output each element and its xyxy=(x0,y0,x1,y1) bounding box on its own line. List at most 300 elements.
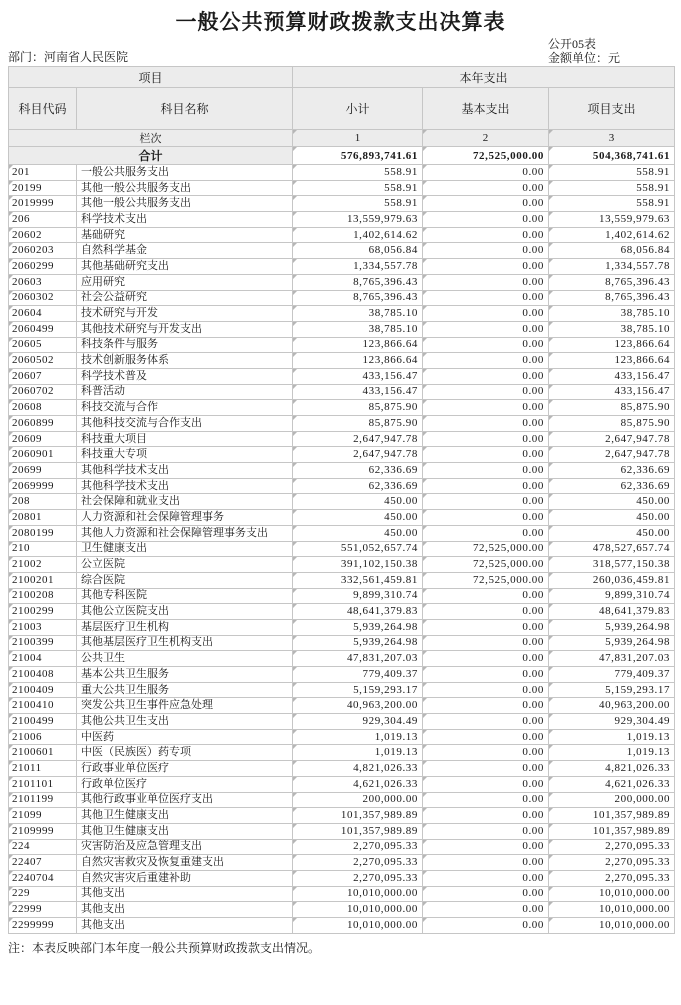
table-row xyxy=(9,918,675,934)
subtotal-cell: 101,357,989.89 xyxy=(293,808,423,824)
subtotal-cell: 2,647,947.78 xyxy=(293,431,423,447)
header-subject-name: 科目名称 xyxy=(77,88,293,130)
table-row xyxy=(9,510,675,526)
subtotal-cell: 10,010,000.00 xyxy=(293,902,423,918)
department-label: 部门：河南省人民医院 xyxy=(8,50,129,64)
table-row xyxy=(9,557,675,573)
basic-expenditure-cell: 0.00 xyxy=(423,698,549,714)
code-cell: 206 xyxy=(9,212,77,228)
code-cell: 2100601 xyxy=(9,745,77,761)
project-expenditure-cell: 62,336.69 xyxy=(549,478,675,494)
basic-expenditure-cell: 72,525,000.00 xyxy=(423,572,549,588)
basic-expenditure-cell: 0.00 xyxy=(423,619,549,635)
name-cell: 科技重大专项 xyxy=(77,447,293,463)
name-cell: 科学技术普及 xyxy=(77,368,293,384)
basic-expenditure-cell: 0.00 xyxy=(423,400,549,416)
project-expenditure-cell: 101,357,989.89 xyxy=(549,823,675,839)
basic-expenditure-cell: 0.00 xyxy=(423,604,549,620)
table-row xyxy=(9,698,675,714)
code-cell: 2060302 xyxy=(9,290,77,306)
basic-expenditure-cell: 72,525,000.00 xyxy=(423,541,549,557)
basic-expenditure-cell: 0.00 xyxy=(423,259,549,275)
code-cell: 2060702 xyxy=(9,384,77,400)
header-group-project: 项目 xyxy=(9,67,293,88)
basic-expenditure-cell: 0.00 xyxy=(423,588,549,604)
basic-expenditure-cell: 0.00 xyxy=(423,823,549,839)
subtotal-cell: 62,336.69 xyxy=(293,478,423,494)
project-expenditure-cell: 2,647,947.78 xyxy=(549,431,675,447)
name-cell: 其他科学技术支出 xyxy=(77,463,293,479)
basic-expenditure-cell: 72,525,000.00 xyxy=(423,557,549,573)
code-cell: 2100201 xyxy=(9,572,77,588)
basic-expenditure-cell: 0.00 xyxy=(423,165,549,181)
subtotal-cell: 101,357,989.89 xyxy=(293,823,423,839)
project-expenditure-cell: 68,056.84 xyxy=(549,243,675,259)
name-cell: 一般公共服务支出 xyxy=(77,165,293,181)
basic-expenditure-cell: 0.00 xyxy=(423,243,549,259)
basic-expenditure-cell: 0.00 xyxy=(423,431,549,447)
project-expenditure-cell: 558.91 xyxy=(549,165,675,181)
column-index-label: 栏次 xyxy=(9,130,293,147)
meta-bar xyxy=(8,36,673,66)
project-expenditure-cell: 433,156.47 xyxy=(549,368,675,384)
table-row xyxy=(9,259,675,275)
basic-expenditure-cell: 0.00 xyxy=(423,870,549,886)
subtotal-cell: 558.91 xyxy=(293,196,423,212)
basic-expenditure-cell: 0.00 xyxy=(423,729,549,745)
header-group-row xyxy=(9,67,675,88)
name-cell: 科技重大项目 xyxy=(77,431,293,447)
code-cell: 20603 xyxy=(9,274,77,290)
name-cell: 社会保障和就业支出 xyxy=(77,494,293,510)
name-cell: 公立医院 xyxy=(77,557,293,573)
code-cell: 2060901 xyxy=(9,447,77,463)
subtotal-cell: 5,939,264.98 xyxy=(293,635,423,651)
basic-expenditure-cell: 0.00 xyxy=(423,274,549,290)
code-cell: 21004 xyxy=(9,651,77,667)
name-cell: 人力资源和社会保障管理事务 xyxy=(77,510,293,526)
subtotal-cell: 8,765,396.43 xyxy=(293,274,423,290)
project-expenditure-cell: 4,621,026.33 xyxy=(549,776,675,792)
subtotal-cell: 1,019.13 xyxy=(293,745,423,761)
name-cell: 灾害防治及应急管理支出 xyxy=(77,839,293,855)
table-row xyxy=(9,776,675,792)
subtotal-cell: 200,000.00 xyxy=(293,792,423,808)
subtotal-cell: 433,156.47 xyxy=(293,384,423,400)
code-cell: 2100408 xyxy=(9,667,77,683)
column-index-1: 1 xyxy=(293,130,423,147)
project-expenditure-cell: 779,409.37 xyxy=(549,667,675,683)
subtotal-cell: 779,409.37 xyxy=(293,667,423,683)
name-cell: 其他行政事业单位医疗支出 xyxy=(77,792,293,808)
code-cell: 22407 xyxy=(9,855,77,871)
project-expenditure-cell: 47,831,207.03 xyxy=(549,651,675,667)
name-cell: 其他公立医院支出 xyxy=(77,604,293,620)
code-cell: 229 xyxy=(9,886,77,902)
basic-expenditure-cell: 0.00 xyxy=(423,635,549,651)
code-cell: 2101101 xyxy=(9,776,77,792)
table-code-label: 公开05表 xyxy=(548,37,597,51)
code-cell: 20605 xyxy=(9,337,77,353)
subtotal-cell: 9,899,310.74 xyxy=(293,588,423,604)
name-cell: 公共卫生 xyxy=(77,651,293,667)
code-cell: 208 xyxy=(9,494,77,510)
basic-expenditure-cell: 0.00 xyxy=(423,416,549,432)
code-cell: 2060899 xyxy=(9,416,77,432)
basic-expenditure-cell: 0.00 xyxy=(423,776,549,792)
name-cell: 其他卫生健康支出 xyxy=(77,808,293,824)
table-row xyxy=(9,761,675,777)
name-cell: 技术研究与开发 xyxy=(77,306,293,322)
subtotal-cell: 4,621,026.33 xyxy=(293,776,423,792)
basic-expenditure-cell: 0.00 xyxy=(423,180,549,196)
subtotal-cell: 558.91 xyxy=(293,165,423,181)
table-row xyxy=(9,870,675,886)
code-cell: 2100410 xyxy=(9,698,77,714)
code-cell: 20607 xyxy=(9,368,77,384)
project-expenditure-cell: 5,939,264.98 xyxy=(549,619,675,635)
table-row xyxy=(9,541,675,557)
project-expenditure-cell: 101,357,989.89 xyxy=(549,808,675,824)
name-cell: 自然灾害救灾及恢复重建支出 xyxy=(77,855,293,871)
code-cell: 2100409 xyxy=(9,682,77,698)
project-expenditure-cell: 2,270,095.33 xyxy=(549,870,675,886)
basic-expenditure-cell: 0.00 xyxy=(423,494,549,510)
name-cell: 其他卫生健康支出 xyxy=(77,823,293,839)
header-basic-expenditure: 基本支出 xyxy=(423,88,549,130)
code-cell: 21099 xyxy=(9,808,77,824)
table-row xyxy=(9,337,675,353)
basic-expenditure-cell: 0.00 xyxy=(423,761,549,777)
project-expenditure-cell: 200,000.00 xyxy=(549,792,675,808)
subtotal-cell: 38,785.10 xyxy=(293,306,423,322)
name-cell: 其他基层医疗卫生机构支出 xyxy=(77,635,293,651)
header-subtotal: 小计 xyxy=(293,88,423,130)
project-expenditure-cell: 1,019.13 xyxy=(549,745,675,761)
table-row xyxy=(9,823,675,839)
project-expenditure-cell: 450.00 xyxy=(549,494,675,510)
project-expenditure-cell: 433,156.47 xyxy=(549,384,675,400)
name-cell: 科学技术支出 xyxy=(77,212,293,228)
table-body xyxy=(9,165,675,934)
project-expenditure-cell: 4,821,026.33 xyxy=(549,761,675,777)
basic-expenditure-cell: 0.00 xyxy=(423,337,549,353)
subtotal-cell: 929,304.49 xyxy=(293,714,423,730)
basic-expenditure-cell: 0.00 xyxy=(423,714,549,730)
code-cell: 2101199 xyxy=(9,792,77,808)
footnote: 注：本表反映部门本年度一般公共预算财政拨款支出情况。 xyxy=(8,940,321,955)
subtotal-cell: 2,270,095.33 xyxy=(293,870,423,886)
table-row xyxy=(9,165,675,181)
project-expenditure-cell: 2,270,095.33 xyxy=(549,839,675,855)
basic-expenditure-cell: 0.00 xyxy=(423,855,549,871)
name-cell: 自然灾害灾后重建补助 xyxy=(77,870,293,886)
basic-expenditure-cell: 0.00 xyxy=(423,525,549,541)
subtotal-cell: 5,939,264.98 xyxy=(293,619,423,635)
subtotal-cell: 8,765,396.43 xyxy=(293,290,423,306)
page-title: 一般公共预算财政拨款支出决算表 xyxy=(175,10,506,34)
code-cell: 21011 xyxy=(9,761,77,777)
project-expenditure-cell: 450.00 xyxy=(549,525,675,541)
project-expenditure-cell: 558.91 xyxy=(549,180,675,196)
header-project-expenditure: 项目支出 xyxy=(549,88,675,130)
basic-expenditure-cell: 0.00 xyxy=(423,321,549,337)
subtotal-cell: 85,875.90 xyxy=(293,416,423,432)
basic-expenditure-cell: 0.00 xyxy=(423,306,549,322)
name-cell: 其他支出 xyxy=(77,902,293,918)
name-cell: 技术创新服务体系 xyxy=(77,353,293,369)
project-expenditure-cell: 558.91 xyxy=(549,196,675,212)
total-label: 合计 xyxy=(9,147,293,165)
name-cell: 基本公共卫生服务 xyxy=(77,667,293,683)
subtotal-cell: 558.91 xyxy=(293,180,423,196)
basic-expenditure-cell: 0.00 xyxy=(423,808,549,824)
basic-expenditure-cell: 0.00 xyxy=(423,212,549,228)
code-cell: 2100399 xyxy=(9,635,77,651)
table-row xyxy=(9,180,675,196)
table-row xyxy=(9,635,675,651)
name-cell: 其他专科医院 xyxy=(77,588,293,604)
subtotal-cell: 47,831,207.03 xyxy=(293,651,423,667)
table-row xyxy=(9,808,675,824)
table-row xyxy=(9,745,675,761)
project-expenditure-cell: 1,402,614.62 xyxy=(549,227,675,243)
name-cell: 基层医疗卫生机构 xyxy=(77,619,293,635)
code-cell: 20609 xyxy=(9,431,77,447)
project-expenditure-cell: 123,866.64 xyxy=(549,353,675,369)
subtotal-cell: 551,052,657.74 xyxy=(293,541,423,557)
subtotal-cell: 332,561,459.81 xyxy=(293,572,423,588)
basic-expenditure-cell: 0.00 xyxy=(423,667,549,683)
subtotal-cell: 450.00 xyxy=(293,525,423,541)
unit-label: 金额单位：元 xyxy=(548,51,621,65)
name-cell: 其他科技交流与合作支出 xyxy=(77,416,293,432)
code-cell: 224 xyxy=(9,839,77,855)
table-row xyxy=(9,431,675,447)
subtotal-cell: 40,963,200.00 xyxy=(293,698,423,714)
subtotal-cell: 123,866.64 xyxy=(293,337,423,353)
name-cell: 中医药 xyxy=(77,729,293,745)
table-row xyxy=(9,525,675,541)
project-expenditure-cell: 2,647,947.78 xyxy=(549,447,675,463)
table-row xyxy=(9,839,675,855)
subtotal-cell: 85,875.90 xyxy=(293,400,423,416)
table-row xyxy=(9,353,675,369)
basic-expenditure-cell: 0.00 xyxy=(423,227,549,243)
code-cell: 2019999 xyxy=(9,196,77,212)
project-expenditure-cell: 85,875.90 xyxy=(549,416,675,432)
basic-expenditure-cell: 0.00 xyxy=(423,651,549,667)
table-row xyxy=(9,227,675,243)
basic-expenditure-cell: 0.00 xyxy=(423,792,549,808)
table-row xyxy=(9,290,675,306)
code-cell: 2240704 xyxy=(9,870,77,886)
total-project: 504,368,741.61 xyxy=(549,147,675,165)
code-cell: 20602 xyxy=(9,227,77,243)
subtotal-cell: 2,270,095.33 xyxy=(293,839,423,855)
subtotal-cell: 1,019.13 xyxy=(293,729,423,745)
header-subject-code: 科目代码 xyxy=(9,88,77,130)
code-cell: 21006 xyxy=(9,729,77,745)
total-basic: 72,525,000.00 xyxy=(423,147,549,165)
code-cell: 2100208 xyxy=(9,588,77,604)
subtotal-cell: 68,056.84 xyxy=(293,243,423,259)
code-cell: 20604 xyxy=(9,306,77,322)
project-expenditure-cell: 10,010,000.00 xyxy=(549,886,675,902)
project-expenditure-cell: 85,875.90 xyxy=(549,400,675,416)
table-row xyxy=(9,667,675,683)
subtotal-cell: 10,010,000.00 xyxy=(293,886,423,902)
column-index-row xyxy=(9,130,675,147)
table-row xyxy=(9,792,675,808)
code-cell: 201 xyxy=(9,165,77,181)
header-columns-row xyxy=(9,88,675,130)
project-expenditure-cell: 123,866.64 xyxy=(549,337,675,353)
basic-expenditure-cell: 0.00 xyxy=(423,290,549,306)
table-row xyxy=(9,886,675,902)
code-cell: 2060203 xyxy=(9,243,77,259)
project-expenditure-cell: 9,899,310.74 xyxy=(549,588,675,604)
subtotal-cell: 13,559,979.63 xyxy=(293,212,423,228)
name-cell: 行政单位医疗 xyxy=(77,776,293,792)
project-expenditure-cell: 38,785.10 xyxy=(549,306,675,322)
project-expenditure-cell: 5,159,293.17 xyxy=(549,682,675,698)
name-cell: 科技条件与服务 xyxy=(77,337,293,353)
name-cell: 卫生健康支出 xyxy=(77,541,293,557)
code-cell: 20801 xyxy=(9,510,77,526)
subtotal-cell: 450.00 xyxy=(293,494,423,510)
name-cell: 重大公共卫生服务 xyxy=(77,682,293,698)
project-expenditure-cell: 5,939,264.98 xyxy=(549,635,675,651)
table-row xyxy=(9,384,675,400)
expenditure-table xyxy=(8,66,675,934)
subtotal-cell: 1,334,557.78 xyxy=(293,259,423,275)
code-cell: 2100299 xyxy=(9,604,77,620)
table-row xyxy=(9,714,675,730)
basic-expenditure-cell: 0.00 xyxy=(423,384,549,400)
code-cell: 2060299 xyxy=(9,259,77,275)
name-cell: 其他一般公共服务支出 xyxy=(77,196,293,212)
code-cell: 2109999 xyxy=(9,823,77,839)
project-expenditure-cell: 48,641,379.83 xyxy=(549,604,675,620)
basic-expenditure-cell: 0.00 xyxy=(423,478,549,494)
subtotal-cell: 38,785.10 xyxy=(293,321,423,337)
project-expenditure-cell: 8,765,396.43 xyxy=(549,290,675,306)
subtotal-cell: 450.00 xyxy=(293,510,423,526)
project-expenditure-cell: 1,334,557.78 xyxy=(549,259,675,275)
name-cell: 自然科学基金 xyxy=(77,243,293,259)
name-cell: 其他公共卫生支出 xyxy=(77,714,293,730)
name-cell: 其他支出 xyxy=(77,886,293,902)
name-cell: 其他科学技术支出 xyxy=(77,478,293,494)
table-row xyxy=(9,604,675,620)
basic-expenditure-cell: 0.00 xyxy=(423,745,549,761)
name-cell: 综合医院 xyxy=(77,572,293,588)
name-cell: 其他基础研究支出 xyxy=(77,259,293,275)
name-cell: 应用研究 xyxy=(77,274,293,290)
header-group-current-year: 本年支出 xyxy=(293,67,675,88)
basic-expenditure-cell: 0.00 xyxy=(423,368,549,384)
subtotal-cell: 62,336.69 xyxy=(293,463,423,479)
project-expenditure-cell: 62,336.69 xyxy=(549,463,675,479)
column-index-3: 3 xyxy=(549,130,675,147)
table-row xyxy=(9,729,675,745)
name-cell: 行政事业单位医疗 xyxy=(77,761,293,777)
name-cell: 科普活动 xyxy=(77,384,293,400)
subtotal-cell: 10,010,000.00 xyxy=(293,918,423,934)
table-row xyxy=(9,416,675,432)
table-row xyxy=(9,651,675,667)
project-expenditure-cell: 10,010,000.00 xyxy=(549,902,675,918)
subtotal-cell: 5,159,293.17 xyxy=(293,682,423,698)
basic-expenditure-cell: 0.00 xyxy=(423,902,549,918)
total-row xyxy=(9,147,675,165)
table-row xyxy=(9,368,675,384)
project-expenditure-cell: 929,304.49 xyxy=(549,714,675,730)
project-expenditure-cell: 478,527,657.74 xyxy=(549,541,675,557)
code-cell: 2299999 xyxy=(9,918,77,934)
table-row xyxy=(9,572,675,588)
code-cell: 20608 xyxy=(9,400,77,416)
table-row xyxy=(9,494,675,510)
subtotal-cell: 123,866.64 xyxy=(293,353,423,369)
basic-expenditure-cell: 0.00 xyxy=(423,353,549,369)
table-row xyxy=(9,447,675,463)
basic-expenditure-cell: 0.00 xyxy=(423,682,549,698)
table-row xyxy=(9,243,675,259)
basic-expenditure-cell: 0.00 xyxy=(423,839,549,855)
project-expenditure-cell: 8,765,396.43 xyxy=(549,274,675,290)
table-row xyxy=(9,682,675,698)
project-expenditure-cell: 40,963,200.00 xyxy=(549,698,675,714)
code-cell: 210 xyxy=(9,541,77,557)
table-row xyxy=(9,902,675,918)
basic-expenditure-cell: 0.00 xyxy=(423,196,549,212)
code-cell: 20699 xyxy=(9,463,77,479)
basic-expenditure-cell: 0.00 xyxy=(423,447,549,463)
project-expenditure-cell: 2,270,095.33 xyxy=(549,855,675,871)
basic-expenditure-cell: 0.00 xyxy=(423,510,549,526)
code-cell: 2060502 xyxy=(9,353,77,369)
subtotal-cell: 2,270,095.33 xyxy=(293,855,423,871)
code-cell: 2080199 xyxy=(9,525,77,541)
name-cell: 其他技术研究与开发支出 xyxy=(77,321,293,337)
code-cell: 2069999 xyxy=(9,478,77,494)
total-subtotal: 576,893,741.61 xyxy=(293,147,423,165)
code-cell: 2100499 xyxy=(9,714,77,730)
code-cell: 22999 xyxy=(9,902,77,918)
project-expenditure-cell: 318,577,150.38 xyxy=(549,557,675,573)
subtotal-cell: 1,402,614.62 xyxy=(293,227,423,243)
subtotal-cell: 391,102,150.38 xyxy=(293,557,423,573)
subtotal-cell: 48,641,379.83 xyxy=(293,604,423,620)
basic-expenditure-cell: 0.00 xyxy=(423,886,549,902)
column-index-2: 2 xyxy=(423,130,549,147)
name-cell: 其他一般公共服务支出 xyxy=(77,180,293,196)
subtotal-cell: 4,821,026.33 xyxy=(293,761,423,777)
table-row xyxy=(9,306,675,322)
name-cell: 中医（民族医）药专项 xyxy=(77,745,293,761)
project-expenditure-cell: 450.00 xyxy=(549,510,675,526)
code-cell: 21003 xyxy=(9,619,77,635)
subtotal-cell: 433,156.47 xyxy=(293,368,423,384)
code-cell: 21002 xyxy=(9,557,77,573)
name-cell: 其他支出 xyxy=(77,918,293,934)
code-cell: 20199 xyxy=(9,180,77,196)
meta-right-block xyxy=(548,37,620,65)
table-row xyxy=(9,463,675,479)
basic-expenditure-cell: 0.00 xyxy=(423,463,549,479)
